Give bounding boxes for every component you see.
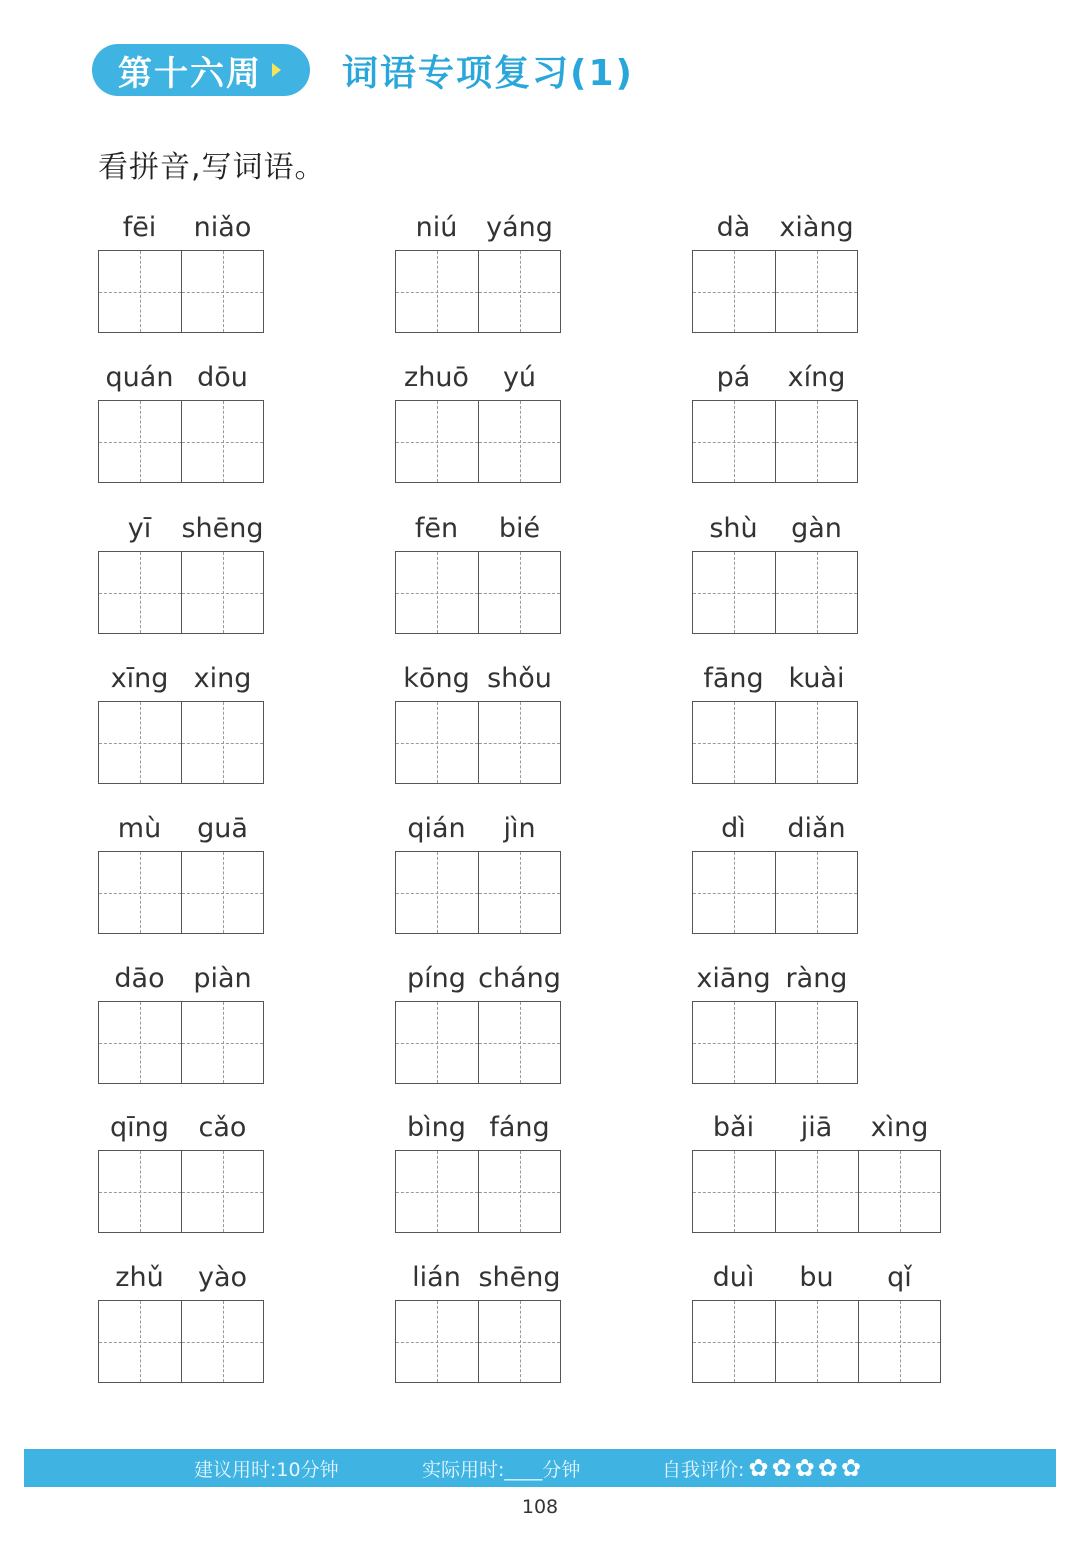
pinyin-label: zhuō xyxy=(404,362,469,393)
guide-line-horizontal xyxy=(693,292,775,293)
pinyin-label: bìng xyxy=(407,1112,466,1143)
pinyin-label: dà xyxy=(716,212,751,243)
pinyin-label: bu xyxy=(799,1262,834,1293)
guide-line-horizontal xyxy=(776,442,857,443)
guide-line-horizontal xyxy=(479,593,560,594)
guide-line-horizontal xyxy=(693,743,775,744)
writing-box[interactable] xyxy=(98,400,181,483)
writing-box[interactable] xyxy=(858,1150,941,1233)
guide-line-horizontal xyxy=(776,743,857,744)
pinyin-label: pá xyxy=(716,362,751,393)
pinyin-label: shēng xyxy=(181,513,264,544)
writing-box[interactable] xyxy=(395,851,478,934)
pinyin-label: píng xyxy=(407,963,466,994)
pinyin-label: jìn xyxy=(503,813,536,844)
writing-box[interactable] xyxy=(775,851,858,934)
guide-line-horizontal xyxy=(396,743,478,744)
writing-box[interactable] xyxy=(181,1001,264,1084)
writing-box[interactable] xyxy=(395,250,478,333)
pinyin-label: mù xyxy=(117,813,162,844)
guide-line-horizontal xyxy=(859,1342,940,1343)
pinyin-label: xiāng xyxy=(696,963,771,994)
writing-box[interactable] xyxy=(395,701,478,784)
writing-box[interactable] xyxy=(478,851,561,934)
pinyin-label: xìng xyxy=(870,1112,929,1143)
guide-line-horizontal xyxy=(479,893,560,894)
guide-line-horizontal xyxy=(479,1342,560,1343)
writing-box[interactable] xyxy=(98,1001,181,1084)
writing-box[interactable] xyxy=(775,1150,858,1233)
pinyin-label: piàn xyxy=(193,963,252,994)
week-label: 第十六周 xyxy=(118,53,262,94)
rating-stars[interactable] xyxy=(748,1456,864,1480)
pinyin-label: fáng xyxy=(489,1112,550,1143)
guide-line-horizontal xyxy=(182,743,263,744)
page-title: 词语专项复习(1) xyxy=(342,52,634,94)
pinyin-label: cǎo xyxy=(198,1112,247,1143)
writing-box[interactable] xyxy=(858,1300,941,1383)
guide-line-horizontal xyxy=(182,292,263,293)
writing-box[interactable] xyxy=(478,701,561,784)
writing-box[interactable] xyxy=(692,551,775,634)
pinyin-label: fēn xyxy=(414,513,459,544)
guide-line-horizontal xyxy=(859,1192,940,1193)
writing-box[interactable] xyxy=(692,851,775,934)
writing-box[interactable] xyxy=(181,551,264,634)
pinyin-label: xiàng xyxy=(779,212,854,243)
pinyin-label: yào xyxy=(197,1262,248,1293)
guide-line-horizontal xyxy=(396,593,478,594)
writing-box[interactable] xyxy=(692,250,775,333)
pinyin-label: gàn xyxy=(791,513,842,544)
guide-line-horizontal xyxy=(776,1342,858,1343)
guide-line-horizontal xyxy=(776,1043,857,1044)
guide-line-horizontal xyxy=(182,1192,263,1193)
writing-box[interactable] xyxy=(478,1150,561,1233)
guide-line-horizontal xyxy=(693,1192,775,1193)
pinyin-label: dōu xyxy=(197,362,248,393)
pinyin-label: xíng xyxy=(787,362,846,393)
guide-line-horizontal xyxy=(479,1043,560,1044)
actual-time: 实际用时:____分钟 xyxy=(422,1458,581,1481)
pinyin-label: lián xyxy=(412,1262,461,1293)
guide-line-horizontal xyxy=(693,1043,775,1044)
pinyin-label: fāng xyxy=(703,663,764,694)
guide-line-horizontal xyxy=(396,1192,478,1193)
writing-box[interactable] xyxy=(98,1300,181,1383)
pinyin-label: quán xyxy=(105,362,174,393)
guide-line-horizontal xyxy=(776,1192,858,1193)
pinyin-label: shǒu xyxy=(487,663,552,694)
writing-box[interactable] xyxy=(775,701,858,784)
pinyin-label: fēi xyxy=(122,212,157,243)
writing-box[interactable] xyxy=(181,1150,264,1233)
guide-line-horizontal xyxy=(479,442,560,443)
guide-line-horizontal xyxy=(99,743,181,744)
guide-line-horizontal xyxy=(99,1043,181,1044)
writing-box[interactable] xyxy=(181,1300,264,1383)
guide-line-horizontal xyxy=(693,893,775,894)
writing-box[interactable] xyxy=(775,551,858,634)
guide-line-horizontal xyxy=(99,1342,181,1343)
writing-box[interactable] xyxy=(692,1300,775,1383)
pinyin-label: bǎi xyxy=(712,1112,755,1143)
guide-line-horizontal xyxy=(99,442,181,443)
pinyin-label: qián xyxy=(407,813,466,844)
writing-box[interactable] xyxy=(395,1300,478,1383)
pinyin-label: dì xyxy=(721,813,746,844)
guide-line-horizontal xyxy=(396,1342,478,1343)
pinyin-label: niǎo xyxy=(193,212,252,243)
star-icon[interactable]: ✿ xyxy=(840,1454,861,1482)
star-icon[interactable]: ✿ xyxy=(771,1454,792,1482)
writing-box[interactable] xyxy=(395,551,478,634)
pinyin-label: dāo xyxy=(114,963,165,994)
self-evaluation-label: 自我评价: xyxy=(662,1458,745,1481)
pinyin-label: bié xyxy=(498,513,541,544)
instruction-text: 看拼音,写词语。 xyxy=(98,150,326,185)
guide-line-horizontal xyxy=(182,893,263,894)
guide-line-horizontal xyxy=(182,442,263,443)
star-icon[interactable]: ✿ xyxy=(748,1454,769,1482)
writing-box[interactable] xyxy=(478,551,561,634)
guide-line-horizontal xyxy=(396,292,478,293)
guide-line-horizontal xyxy=(99,292,181,293)
guide-line-horizontal xyxy=(396,442,478,443)
writing-box[interactable] xyxy=(775,250,858,333)
play-arrow-icon xyxy=(272,63,281,77)
writing-box[interactable] xyxy=(181,701,264,784)
pinyin-label: yáng xyxy=(486,212,553,243)
guide-line-horizontal xyxy=(99,593,181,594)
writing-box[interactable] xyxy=(692,701,775,784)
page-number: 108 xyxy=(521,1496,559,1518)
pinyin-label: xing xyxy=(193,663,252,694)
pinyin-label: qīng xyxy=(110,1112,169,1143)
guide-line-horizontal xyxy=(776,893,857,894)
pinyin-label: ràng xyxy=(785,963,848,994)
writing-box[interactable] xyxy=(478,400,561,483)
writing-box[interactable] xyxy=(478,1300,561,1383)
week-badge xyxy=(92,44,310,96)
guide-line-horizontal xyxy=(693,593,775,594)
pinyin-label: yú xyxy=(502,362,537,393)
writing-box[interactable] xyxy=(692,400,775,483)
pinyin-label: diǎn xyxy=(787,813,846,844)
guide-line-horizontal xyxy=(693,1342,775,1343)
self-evaluation xyxy=(662,1455,864,1482)
guide-line-horizontal xyxy=(182,593,263,594)
guide-line-horizontal xyxy=(182,1342,263,1343)
pinyin-label: cháng xyxy=(478,963,561,994)
writing-box[interactable] xyxy=(478,1001,561,1084)
writing-box[interactable] xyxy=(395,400,478,483)
writing-box[interactable] xyxy=(692,1001,775,1084)
pinyin-label: shù xyxy=(709,513,758,544)
guide-line-horizontal xyxy=(99,1192,181,1193)
guide-line-horizontal xyxy=(776,593,857,594)
writing-box[interactable] xyxy=(775,1300,858,1383)
suggested-time: 建议用时:10分钟 xyxy=(194,1458,339,1481)
star-icon[interactable]: ✿ xyxy=(817,1454,838,1482)
pinyin-label: duì xyxy=(712,1262,755,1293)
guide-line-horizontal xyxy=(99,893,181,894)
guide-line-horizontal xyxy=(693,442,775,443)
pinyin-label: niú xyxy=(415,212,458,243)
writing-box[interactable] xyxy=(98,851,181,934)
writing-box[interactable] xyxy=(181,250,264,333)
writing-box[interactable] xyxy=(775,400,858,483)
guide-line-horizontal xyxy=(776,292,857,293)
pinyin-label: kōng xyxy=(403,663,470,694)
pinyin-label: xīng xyxy=(110,663,169,694)
writing-box[interactable] xyxy=(98,551,181,634)
pinyin-label: jiā xyxy=(800,1112,833,1143)
guide-line-horizontal xyxy=(396,893,478,894)
footer-bar xyxy=(24,1449,1056,1487)
writing-box[interactable] xyxy=(181,400,264,483)
writing-box[interactable] xyxy=(395,1150,478,1233)
guide-line-horizontal xyxy=(182,1043,263,1044)
guide-line-horizontal xyxy=(396,1043,478,1044)
writing-box[interactable] xyxy=(98,250,181,333)
pinyin-label: kuài xyxy=(788,663,845,694)
pinyin-label: shēng xyxy=(478,1262,561,1293)
writing-box[interactable] xyxy=(98,1150,181,1233)
writing-box[interactable] xyxy=(692,1150,775,1233)
guide-line-horizontal xyxy=(479,292,560,293)
guide-line-horizontal xyxy=(479,743,560,744)
writing-box[interactable] xyxy=(478,250,561,333)
writing-box[interactable] xyxy=(98,701,181,784)
star-icon[interactable]: ✿ xyxy=(794,1454,815,1482)
writing-box[interactable] xyxy=(395,1001,478,1084)
writing-box[interactable] xyxy=(181,851,264,934)
pinyin-label: guā xyxy=(197,813,248,844)
guide-line-horizontal xyxy=(479,1192,560,1193)
pinyin-label: qǐ xyxy=(887,1262,912,1293)
pinyin-label: zhǔ xyxy=(115,1262,164,1293)
writing-box[interactable] xyxy=(775,1001,858,1084)
pinyin-label: yī xyxy=(127,513,152,544)
